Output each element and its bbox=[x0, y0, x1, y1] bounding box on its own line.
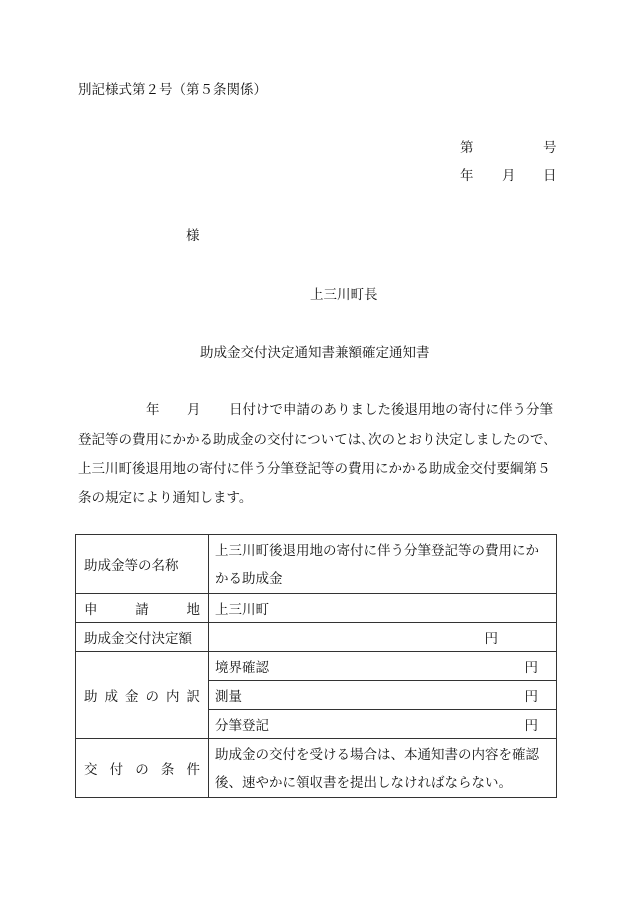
issuer-name: 上三川町長 bbox=[310, 287, 378, 303]
breakdown-item-name: 境界確認 bbox=[215, 660, 269, 676]
site-label-char: 申 bbox=[84, 602, 98, 618]
name-value bbox=[209, 535, 557, 594]
date-day-label: 日 bbox=[543, 168, 557, 184]
breakdown-label-char: の bbox=[145, 689, 159, 705]
breakdown-item-unit: 円 bbox=[524, 689, 538, 705]
site-label-char: 請 bbox=[135, 602, 149, 618]
name-value-line-1: 上三川町後退用地の寄付に伴う分筆登記等の費用にか bbox=[215, 543, 539, 559]
decision-label: 助成金交付決定額 bbox=[76, 623, 209, 652]
conditions-label-char: の bbox=[135, 762, 149, 778]
form-identifier: 別記様式第２号（第５条関係） bbox=[78, 82, 267, 98]
breakdown-label-char: 内 bbox=[166, 689, 180, 705]
name-label: 助成金等の名称 bbox=[76, 535, 209, 594]
site-label-char: 地 bbox=[186, 602, 200, 618]
breakdown-label-char: 訳 bbox=[186, 689, 200, 705]
conditions-label-char: 交 bbox=[84, 762, 98, 778]
conditions-label bbox=[76, 739, 209, 798]
site-label bbox=[76, 594, 209, 623]
conditions-value-line-2: 後、速やかに領収書を提出しなければならない。 bbox=[215, 775, 512, 791]
table-row-conditions bbox=[76, 739, 557, 798]
document-number-prefix: 第 bbox=[460, 140, 474, 156]
site-value: 上三川町 bbox=[209, 594, 557, 623]
date-year-label: 年 bbox=[460, 168, 474, 184]
breakdown-label-char: 成 bbox=[104, 689, 118, 705]
name-value-line-2: かる助成金 bbox=[215, 571, 283, 587]
breakdown-item bbox=[209, 710, 557, 739]
body-month-label: 月 bbox=[187, 402, 201, 418]
addressee-honorific: 様 bbox=[186, 228, 200, 244]
breakdown-item bbox=[209, 652, 557, 681]
date-month-label: 月 bbox=[502, 168, 516, 184]
breakdown-label bbox=[76, 652, 209, 739]
decision-amount-unit: 円 bbox=[209, 623, 557, 652]
body-line-2: 登記等の費用にかかる助成金の交付については､次のとおり決定しましたので､ bbox=[78, 432, 551, 448]
breakdown-item-unit: 円 bbox=[524, 718, 538, 734]
breakdown-item bbox=[209, 681, 557, 710]
table-row-name bbox=[76, 535, 557, 594]
conditions-label-char: 条 bbox=[160, 762, 175, 778]
breakdown-label-char: 助 bbox=[84, 689, 98, 705]
conditions-label-char: 件 bbox=[186, 762, 200, 778]
body-line-1: 日付けで申請のありました後退用地の寄付に伴う分筆 bbox=[229, 402, 553, 418]
breakdown-item-name: 分筆登記 bbox=[215, 718, 269, 734]
conditions-label-char: 付 bbox=[109, 762, 124, 778]
document-title: 助成金交付決定通知書兼額確定通知書 bbox=[200, 345, 430, 361]
table-row-decision bbox=[76, 623, 557, 652]
conditions-value-line-1: 助成金の交付を受ける場合は、本通知書の内容を確認 bbox=[215, 747, 539, 763]
table-row-site bbox=[76, 594, 557, 623]
body-year-label: 年 bbox=[146, 402, 160, 418]
breakdown-label-char: 金 bbox=[125, 689, 139, 705]
conditions-value bbox=[209, 739, 557, 798]
details-table bbox=[75, 534, 557, 798]
breakdown-item-unit: 円 bbox=[524, 660, 538, 676]
document-number-suffix: 号 bbox=[543, 140, 557, 156]
body-line-4: 条の規定により通知します。 bbox=[78, 490, 253, 506]
table-row-breakdown-1 bbox=[76, 652, 557, 681]
body-line-3: 上三川町後退用地の寄付に伴う分筆登記等の費用にかかる助成金交付要綱第５ bbox=[78, 461, 551, 477]
breakdown-item-name: 測量 bbox=[215, 689, 242, 705]
